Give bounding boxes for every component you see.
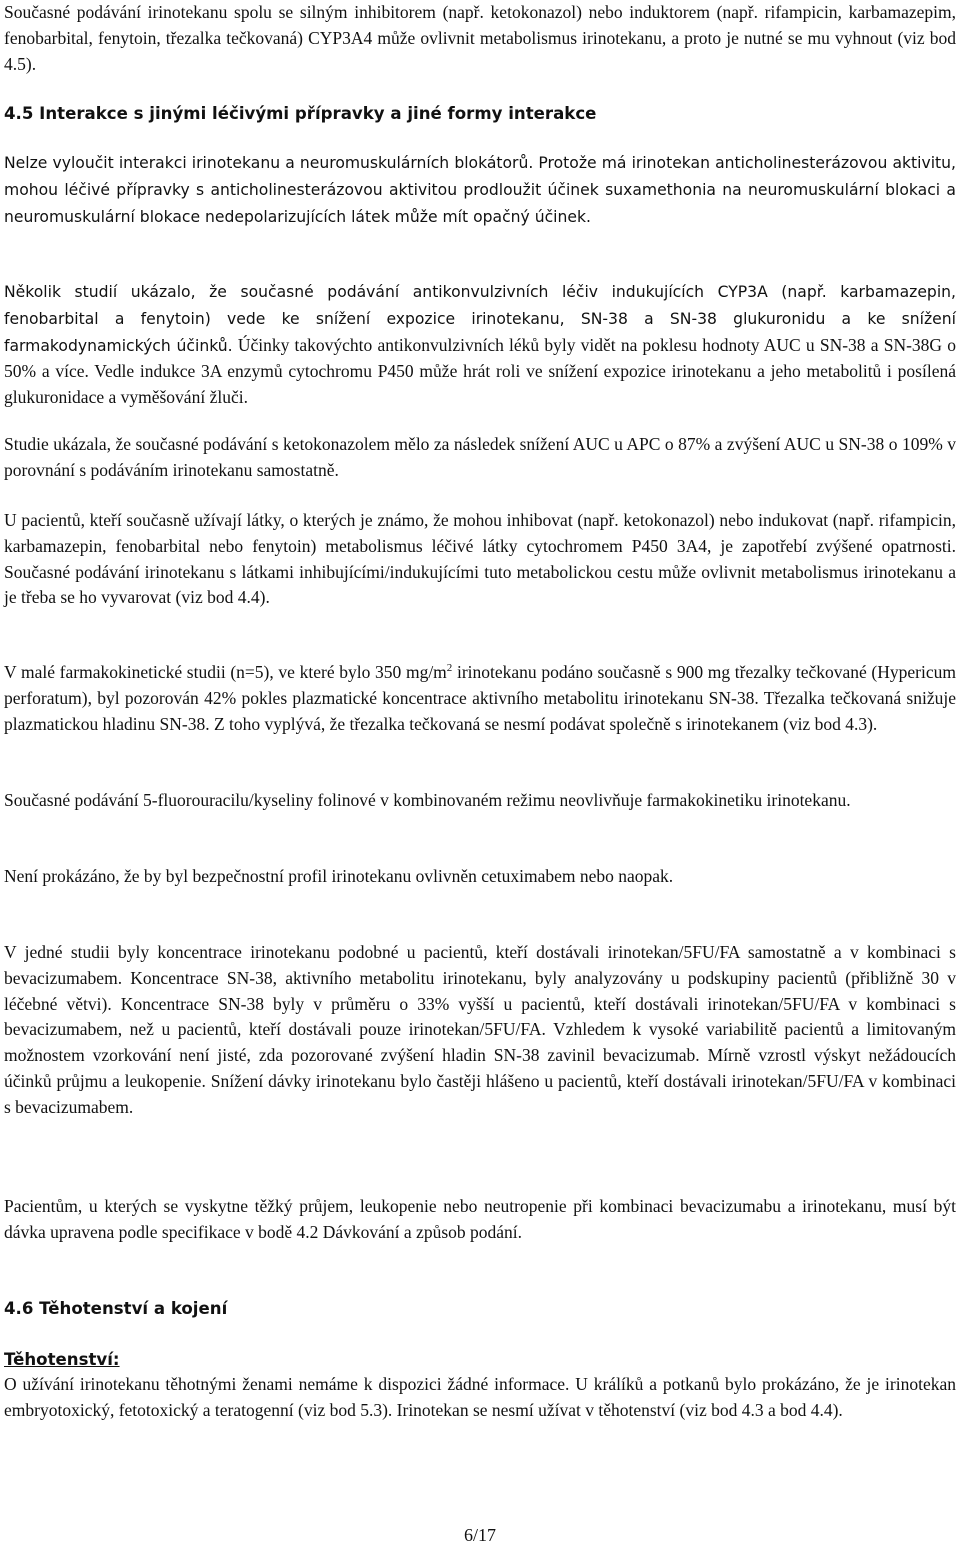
superscript-2: 2 (446, 662, 453, 675)
paragraph-5fu: Současné podávání 5-fluorouracilu/kyseliny folinové v kombinovaném režimu neovlivňuje farmakokinetiku irinotekanu. (4, 790, 851, 810)
paragraph-bevacizumab: V jedné studii byly koncentrace irinotekanu podobné u pacientů, kteří dostávali irinotekan/5FU/FA samostatně a v kombinaci s bevacizumabem. Koncentrace SN-38, aktivního metabolitu irinotekanu, byly analyzovány u podskupiny pacientů (přibližně 30 v léčebné větvi). Koncentrace SN-38 byly v průměru o 33% vyšší u pacientů, kteří dostávali irinotekan/5FU/FA v kombinaci s bevacizumabem, než u pacientů, kteří dostávali pouze irinotekan/5FU/FA. Vzhledem k vysoké variabilitě pacientů a limitovaným možnostem vzorkování není jisté, zda pozorované zvýšení hladin SN-38 zavinil bevacizumab. Mírně vzrostl výskyt nežádoucích účinků průjmu a leukopenie. Snížení dávky irinotekanu bylo častěji hlášeno u pacientů, kteří dostávali irinotekan/5FU/FA v kombinaci s bevacizumabem. (4, 942, 956, 1117)
page-number: 6/17 (463, 1525, 496, 1545)
paragraph-anticonvulsants (4, 279, 956, 411)
paragraph-cetuximab: Není prokázáno, že by byl bezpečnostní profil irinotekanu ovlivněn cetuximabem nebo naopak. (4, 866, 674, 886)
paragraph-st-johns-wort-b: irinotekanu podáno současně s 900 mg třezalky tečkované (Hypericum perforatum), byl pozorován 42% pokles plazmatické koncentrace aktivního metabolitu irinotekanu SN-38. Třezalka tečkovaná snižuje plazmatickou hladinu SN-38. Z toho vyplývá, že třezalka tečkovaná se nesmí podávat společně s irinotekanem (viz bod 4.3). (4, 662, 956, 734)
paragraph-ketoconazole: Studie ukázala, že současné podávání s ketokonazolem mělo za následek snížení AUC u APC o 87% a zvýšení AUC u SN-38 o 109% v porovnání s podáváním irinotekanu samostatně. (4, 434, 956, 480)
paragraph-st-johns-wort-a: V malé farmakokinetické studii (n=5), ve které bylo 350 mg/m (4, 662, 447, 682)
section-heading-4-5: 4.5 Interakce s jinými léčivými přípravky a jiné formy interakce (4, 104, 597, 123)
paragraph-cyp3a4: U pacientů, kteří současně užívají látky, o kterých je známo, že mohou inhibovat (např. ketokonazol) nebo indukovat (např. rifampicin, karbamazepin, fenobarbital nebo fenytoin) metabolismus léčivé látky cytochromem P450 3A4, je zapotřebí zvýšené opatrnosti. Současné podávání irinotekanu s látkami inhibujícími/indukujícími tuto metabolickou cestu může ovlivnit metabolismus irinotekanu a je třeba se ho vyvarovat (viz bod 4.4). (4, 510, 956, 608)
paragraph-st-johns-wort (4, 660, 956, 737)
paragraph-neuromuscular (4, 150, 956, 230)
intro-paragraph: Současné podávání irinotekanu spolu se silným inhibitorem (např. ketokonazol) nebo induktorem (např. rifampicin, karbamazepim, fenobarbital, fenytoin, třezalka tečkovaná) CYP3A4 může ovlivnit metabolismus irinotekanu, a proto je nutné se mu vyhnout (viz bod 4.5). (4, 2, 956, 74)
paragraph-anticonvulsants-sans: Několik studií ukázalo, že současné podávání antikonvulzivních léčiv indukujících CYP3A (např. karbamazepin, fenobarbital a fenytoin) vede ke snížení expozice irinotekanu, SN-38 a SN-38 glukuronidu a ke snížení farmakodynamických účinků. (4, 283, 956, 355)
paragraph-dose-adjustment: Pacientům, u kterých se vyskytne těžký průjem, leukopenie nebo neutropenie při kombinaci bevacizumabu a irinotekanu, musí být dávka upravena podle specifikace v bodě 4.2 Dávkování a způsob podání. (4, 1196, 956, 1242)
section-heading-4-6: 4.6 Těhotenství a kojení (4, 1299, 228, 1318)
paragraph-neuromuscular-text: Nelze vyloučit interakci irinotekanu a neuromuskulárních blokátorů. Protože má irinotekan anticholinesterázovou aktivitu, mohou léčivé přípravky s anticholinesterázovou aktivitou prodloužit účinek suxamethonia na neuromuskulární blokaci a neuromuskulární blokace nedepolarizujících látek může mít opačný účinek. (4, 154, 956, 226)
paragraph-anticonvulsants-serif: Účinky takovýchto antikonvulzivních léků byly vidět na poklesu hodnoty AUC u SN-38 a SN-38G o 50% a více. Vedle indukce 3A enzymů cytochromu P450 může hrát roli ve snížení expozice irinotekanu a jeho metabolitů i posílená glukuronidace a vyměšování žluči. (4, 334, 956, 408)
paragraph-pregnancy: O užívání irinotekanu těhotnými ženami nemáme k dispozici žádné informace. U králíků a potkanů bylo prokázáno, že je irinotekan embryotoxický, fetotoxický a teratogenní (viz bod 5.3). Irinotekan se nesmí užívat v těhotenství (viz bod 4.3 a bod 4.4). (4, 1374, 956, 1420)
subheading-pregnancy: Těhotenství: (4, 1350, 120, 1369)
